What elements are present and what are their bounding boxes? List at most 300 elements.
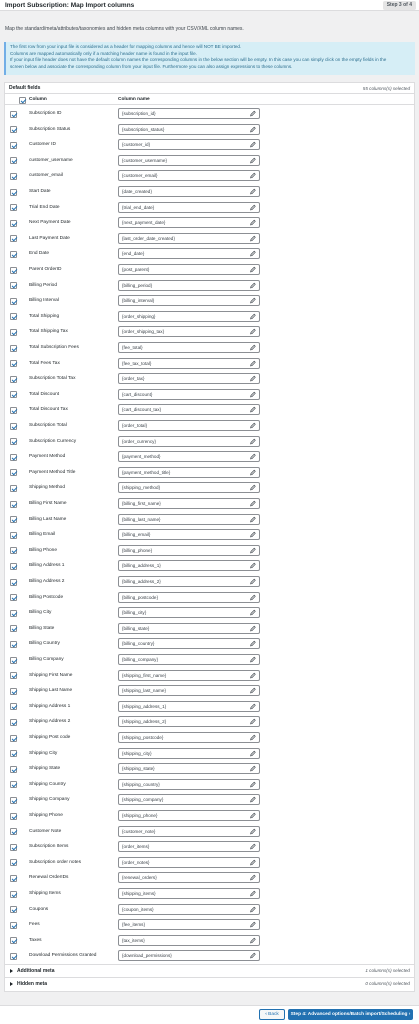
table-row <box>5 886 414 902</box>
pencil-icon[interactable] <box>250 874 256 881</box>
column-name-value: {order_notes} <box>122 859 150 865</box>
row-checkbox[interactable] <box>10 173 17 180</box>
pencil-icon[interactable] <box>250 219 256 226</box>
row-column-label: Shipping City <box>29 750 58 756</box>
table-row <box>5 356 414 372</box>
column-name-value: {customer_note} <box>122 828 156 834</box>
row-column-label: customer_email <box>29 173 63 179</box>
column-name-input[interactable] <box>118 529 260 540</box>
column-name-input[interactable] <box>118 685 260 696</box>
row-column-label: Customer ID <box>29 142 56 148</box>
pencil-icon[interactable] <box>250 250 256 257</box>
row-checkbox[interactable] <box>10 157 17 164</box>
row-column-label: Billing Address 1 <box>29 563 65 569</box>
additional-meta-label: Additional meta <box>17 968 55 974</box>
table-row <box>5 839 414 855</box>
column-name-input[interactable] <box>118 233 260 244</box>
row-column-label: Payment Method Title <box>29 469 76 475</box>
row-column-label: Shipping Country <box>29 781 66 787</box>
pencil-icon[interactable] <box>250 313 256 320</box>
row-checkbox[interactable] <box>10 126 17 133</box>
pencil-icon[interactable] <box>250 469 256 476</box>
pencil-icon[interactable] <box>250 890 256 897</box>
column-header: Column <box>29 97 47 102</box>
row-checkbox[interactable] <box>10 204 17 211</box>
pencil-icon[interactable] <box>250 204 256 211</box>
pencil-icon[interactable] <box>250 266 256 273</box>
column-name-input[interactable] <box>118 794 260 805</box>
column-name-value: {shipping_state} <box>122 766 155 772</box>
table-row <box>5 371 414 387</box>
row-checkbox[interactable] <box>10 298 17 305</box>
table-header <box>5 95 414 105</box>
table-row <box>5 106 414 122</box>
column-name-input[interactable] <box>118 155 260 166</box>
pencil-icon[interactable] <box>250 297 256 304</box>
row-checkbox[interactable] <box>10 251 17 258</box>
column-name-input[interactable] <box>118 748 260 759</box>
column-name-input[interactable] <box>118 857 260 868</box>
column-name-value: {customer_id} <box>122 142 151 148</box>
row-column-label: Shipping Method <box>29 485 66 491</box>
table-row <box>5 184 414 200</box>
column-name-value: {fee_total} <box>122 345 143 350</box>
pencil-icon[interactable] <box>250 672 256 679</box>
column-name-input[interactable] <box>118 373 260 384</box>
column-name-value: {next_payment_date} <box>122 220 166 226</box>
row-checkbox[interactable] <box>10 703 17 710</box>
row-checkbox[interactable] <box>10 844 17 851</box>
pencil-icon[interactable] <box>250 906 256 913</box>
pencil-icon[interactable] <box>250 734 256 741</box>
table-row <box>5 699 414 715</box>
notice-line: screen below and associate the corresponding column from your input file. Furthermore you can also assign expressions to these columns. <box>10 63 293 69</box>
column-name-input[interactable] <box>118 342 260 353</box>
column-name-input[interactable] <box>118 623 260 634</box>
row-checkbox[interactable] <box>10 547 17 554</box>
pencil-icon[interactable] <box>250 562 256 569</box>
column-name-value: {customer_email} <box>122 173 158 179</box>
column-name-value: {shipping_city} <box>122 750 152 756</box>
column-name-value: {billing_postcode} <box>122 594 159 600</box>
row-checkbox[interactable] <box>10 813 17 820</box>
table-row <box>5 590 414 606</box>
row-checkbox[interactable] <box>10 672 17 679</box>
pencil-icon[interactable] <box>250 235 256 242</box>
row-checkbox[interactable] <box>10 828 17 835</box>
column-name-input[interactable] <box>118 404 260 415</box>
column-name-input[interactable] <box>118 170 260 181</box>
row-checkbox[interactable] <box>10 563 17 570</box>
default-fields-header[interactable] <box>5 83 414 94</box>
row-checkbox[interactable] <box>10 376 17 383</box>
pencil-icon[interactable] <box>250 952 256 959</box>
table-row <box>5 605 414 621</box>
column-name-input[interactable] <box>118 872 260 883</box>
pencil-icon[interactable] <box>250 609 256 616</box>
pencil-icon[interactable] <box>250 921 256 928</box>
column-name-input[interactable] <box>118 498 260 509</box>
row-checkbox[interactable] <box>10 594 17 601</box>
column-name-input[interactable] <box>118 607 260 618</box>
column-name-input[interactable] <box>118 779 260 790</box>
table-row <box>5 324 414 340</box>
row-checkbox[interactable] <box>10 953 17 960</box>
notice-line: If your input file header does not have the default column names the corresponding columns in the below section will be empty. In this case you can simply click on the empty fields in the <box>10 57 387 62</box>
column-name-input[interactable] <box>118 810 260 821</box>
column-name-value: {billing_email} <box>122 532 151 538</box>
column-name-value: {shipping_first_name} <box>122 672 167 678</box>
column-name-input[interactable] <box>118 451 260 462</box>
row-checkbox[interactable] <box>10 329 17 336</box>
row-column-label: Total Discount <box>29 391 60 397</box>
table-row <box>5 278 414 294</box>
table-row <box>5 153 414 169</box>
row-column-label: Subscription Items <box>29 844 69 850</box>
table-row <box>5 683 414 699</box>
row-column-label: Coupons <box>29 906 49 912</box>
column-name-value: {shipping_address_2} <box>122 719 167 725</box>
column-name-input[interactable] <box>118 919 260 930</box>
column-name-value: {shipping_postcode} <box>122 735 164 740</box>
row-checkbox[interactable] <box>10 501 17 508</box>
select-all-checkbox[interactable] <box>19 97 26 104</box>
column-name-value: {billing_company} <box>122 657 159 662</box>
row-checkbox[interactable] <box>10 859 17 866</box>
pencil-icon[interactable] <box>250 484 256 491</box>
pencil-icon[interactable] <box>250 828 256 835</box>
column-name-input[interactable] <box>118 124 260 135</box>
row-checkbox[interactable] <box>10 891 17 898</box>
column-name-value: {payment_method_title} <box>122 469 171 475</box>
row-column-label: Taxes <box>29 937 42 943</box>
pencil-icon[interactable] <box>250 126 256 133</box>
row-checkbox[interactable] <box>10 766 17 773</box>
row-checkbox[interactable] <box>10 345 17 352</box>
column-name-value: {billing_first_name} <box>122 501 161 506</box>
row-checkbox[interactable] <box>10 875 17 882</box>
row-column-label: Billing City <box>29 610 52 616</box>
table-row <box>5 137 414 153</box>
pencil-icon[interactable] <box>250 282 256 289</box>
row-checkbox[interactable] <box>10 516 17 523</box>
row-column-label: Billing Postcode <box>29 594 64 600</box>
column-name-input[interactable] <box>118 467 260 478</box>
row-column-label: Parent OrderID <box>29 267 62 272</box>
pencil-icon[interactable] <box>250 750 256 757</box>
column-name-input[interactable] <box>118 545 260 556</box>
column-name-input[interactable] <box>118 670 260 681</box>
pencil-icon[interactable] <box>250 157 256 164</box>
column-name-value: {billing_last_name} <box>122 516 161 522</box>
row-column-label: Download Permissions Granted <box>29 953 97 959</box>
row-checkbox[interactable] <box>10 781 17 788</box>
column-name-input[interactable] <box>118 654 260 665</box>
table-row <box>5 558 414 574</box>
column-name-input[interactable] <box>118 763 260 774</box>
row-column-label: Shipping State <box>29 766 61 772</box>
row-column-label: Total Shipping <box>29 313 60 319</box>
column-name-input[interactable] <box>118 202 260 213</box>
column-name-input[interactable] <box>118 139 260 150</box>
table-row <box>5 122 414 138</box>
pencil-icon[interactable] <box>250 859 256 866</box>
row-column-label: Billing Company <box>29 657 64 662</box>
row-checkbox[interactable] <box>10 469 17 476</box>
pencil-icon[interactable] <box>250 594 256 601</box>
row-column-label: customer_username <box>29 157 73 163</box>
column-name-input[interactable] <box>118 732 260 743</box>
default-fields-panel <box>4 82 415 992</box>
column-name-value: {shipping_country} <box>122 781 160 787</box>
row-checkbox[interactable] <box>10 391 17 398</box>
row-checkbox[interactable] <box>10 906 17 913</box>
hidden-meta-section[interactable] <box>5 977 414 989</box>
row-checkbox[interactable] <box>10 360 17 367</box>
column-name-input[interactable] <box>118 701 260 712</box>
column-name-input[interactable] <box>118 950 260 961</box>
pencil-icon[interactable] <box>250 141 256 148</box>
row-checkbox[interactable] <box>10 189 17 196</box>
hidden-meta-label: Hidden meta <box>17 981 48 987</box>
row-checkbox[interactable] <box>10 625 17 632</box>
table-row <box>5 652 414 668</box>
row-checkbox[interactable] <box>10 735 17 742</box>
column-name-input[interactable] <box>118 186 260 197</box>
table-row <box>5 200 414 216</box>
column-name-value: {shipping_method} <box>122 485 161 491</box>
chevron-left-icon: ‹ <box>265 1012 267 1017</box>
pencil-icon[interactable] <box>250 172 256 179</box>
column-name-value: {order_total} <box>122 423 148 428</box>
table-row <box>5 855 414 871</box>
additional-meta-count: 1 columns(s) selected <box>365 968 410 973</box>
column-name-input[interactable] <box>118 264 260 275</box>
table-row <box>5 418 414 434</box>
row-column-label: Billing State <box>29 625 55 631</box>
expand-arrow-icon <box>10 982 13 986</box>
column-name-input[interactable] <box>118 560 260 571</box>
table-row <box>5 434 414 450</box>
row-column-label: Subscription Total <box>29 423 67 428</box>
row-column-label: Renewal OrderIDs <box>29 875 69 881</box>
pencil-icon[interactable] <box>250 640 256 647</box>
column-name-input[interactable] <box>118 576 260 587</box>
row-checkbox[interactable] <box>10 937 17 944</box>
chevron-right-icon: › <box>408 1012 411 1017</box>
row-checkbox[interactable] <box>10 657 17 664</box>
column-name-input[interactable] <box>118 295 260 306</box>
row-column-label: Next Payment Date <box>29 220 71 226</box>
pencil-icon[interactable] <box>250 625 256 632</box>
next-step-button[interactable] <box>288 1009 413 1020</box>
pencil-icon[interactable] <box>250 453 256 460</box>
row-checkbox[interactable] <box>10 688 17 695</box>
table-row <box>5 746 414 762</box>
pencil-icon[interactable] <box>250 406 256 413</box>
pencil-icon[interactable] <box>250 438 256 445</box>
column-name-input[interactable] <box>118 280 260 291</box>
pencil-icon[interactable] <box>250 812 256 819</box>
table-row <box>5 480 414 496</box>
row-column-label: Subscription order notes <box>29 859 81 865</box>
additional-meta-section[interactable] <box>5 964 414 976</box>
row-checkbox[interactable] <box>10 313 17 320</box>
row-checkbox[interactable] <box>10 797 17 804</box>
pencil-icon[interactable] <box>250 391 256 398</box>
pencil-icon[interactable] <box>250 500 256 507</box>
pencil-icon[interactable] <box>250 937 256 944</box>
default-fields-count: 55 columns(s) selected <box>362 86 410 91</box>
column-name-input[interactable] <box>118 108 260 119</box>
column-name-input[interactable] <box>118 311 260 322</box>
pencil-icon[interactable] <box>250 547 256 554</box>
back-label: Back <box>268 1012 279 1017</box>
notice-line: Columns are mapped automatically only if a matching header name is found in the input file. <box>10 50 197 56</box>
row-column-label: Customer Note <box>29 828 62 834</box>
row-checkbox[interactable] <box>10 454 17 461</box>
column-name-input[interactable] <box>118 638 260 649</box>
pencil-icon[interactable] <box>250 328 256 335</box>
row-column-label: Shipping Company <box>29 797 70 803</box>
row-checkbox[interactable] <box>10 111 17 118</box>
row-checkbox[interactable] <box>10 407 17 414</box>
column-name-input[interactable] <box>118 420 260 431</box>
table-row <box>5 870 414 886</box>
column-name-input[interactable] <box>118 935 260 946</box>
column-name-value: {shipping_phone} <box>122 813 158 818</box>
column-name-value: {payment_method} <box>122 454 161 460</box>
row-column-label: Start Date <box>29 189 51 194</box>
info-notice <box>4 42 415 75</box>
column-name-input[interactable] <box>118 592 260 603</box>
row-checkbox[interactable] <box>10 235 17 242</box>
column-name-value: {tax_items} <box>122 937 145 943</box>
row-column-label: Billing First Name <box>29 501 67 506</box>
row-column-label: Trial End Date <box>29 204 60 210</box>
row-column-label: Shipping Items <box>29 891 61 896</box>
row-checkbox[interactable] <box>10 438 17 445</box>
column-name-input[interactable] <box>118 514 260 525</box>
row-checkbox[interactable] <box>10 922 17 929</box>
column-name-value: {order_shipping} <box>122 313 156 319</box>
row-checkbox[interactable] <box>10 220 17 227</box>
pencil-icon[interactable] <box>250 656 256 663</box>
row-checkbox[interactable] <box>10 579 17 586</box>
row-column-label: Billing Address 2 <box>29 579 65 584</box>
row-checkbox[interactable] <box>10 142 17 149</box>
column-name-input[interactable] <box>118 358 260 369</box>
pencil-icon[interactable] <box>250 703 256 710</box>
column-name-input[interactable] <box>118 217 260 228</box>
table-row <box>5 948 414 964</box>
row-column-label: End Date <box>29 251 50 257</box>
pencil-icon[interactable] <box>250 188 256 195</box>
table-row <box>5 231 414 247</box>
column-name-input[interactable] <box>118 841 260 852</box>
row-checkbox[interactable] <box>10 719 17 726</box>
table-row <box>5 215 414 231</box>
column-name-value: {billing_country} <box>122 641 155 647</box>
pencil-icon[interactable] <box>250 578 256 585</box>
row-column-label: Subscription Status <box>29 126 71 132</box>
row-checkbox[interactable] <box>10 282 17 289</box>
row-checkbox[interactable] <box>10 267 17 274</box>
row-checkbox[interactable] <box>10 750 17 757</box>
row-checkbox[interactable] <box>10 532 17 539</box>
back-button[interactable] <box>259 1009 285 1020</box>
pencil-icon[interactable] <box>250 110 256 117</box>
table-row <box>5 621 414 637</box>
pencil-icon[interactable] <box>250 796 256 803</box>
row-column-label: Subscription Currency <box>29 438 77 444</box>
pencil-icon[interactable] <box>250 843 256 850</box>
column-name-value: {subscription_status} <box>122 126 165 132</box>
row-column-label: Shipping First Name <box>29 672 73 678</box>
column-name-value: {billing_city} <box>122 610 147 616</box>
row-column-label: Shipping Last Name <box>29 688 73 694</box>
column-name-input[interactable] <box>118 888 260 899</box>
table-row <box>5 636 414 652</box>
column-name-input[interactable] <box>118 436 260 447</box>
pencil-icon[interactable] <box>250 375 256 382</box>
column-name-value: {shipping_address_1} <box>122 703 167 709</box>
table-row <box>5 527 414 543</box>
pencil-icon[interactable] <box>250 718 256 725</box>
column-name-input[interactable] <box>118 248 260 259</box>
column-name-value: {billing_state} <box>122 625 150 631</box>
row-checkbox[interactable] <box>10 610 17 617</box>
column-name-value: {billing_phone} <box>122 547 153 553</box>
column-name-input[interactable] <box>118 904 260 915</box>
column-name-value: {date_created} <box>122 189 152 194</box>
table-row <box>5 933 414 949</box>
column-name-value: {coupon_items} <box>122 906 154 912</box>
next-step-label: Step 4: Advanced options/Batch import/Scheduling <box>290 1012 408 1017</box>
column-name-value: {shipping_last_name} <box>122 688 166 694</box>
row-column-label: Shipping Address 2 <box>29 719 71 725</box>
pencil-icon[interactable] <box>250 687 256 694</box>
table-row <box>5 574 414 590</box>
column-name-input[interactable] <box>118 826 260 837</box>
pencil-icon[interactable] <box>250 516 256 523</box>
column-name-input[interactable] <box>118 389 260 400</box>
pencil-icon[interactable] <box>250 531 256 538</box>
column-name-value: {billing_interval} <box>122 298 155 304</box>
notice-line: The first row from your input file is considered as a header for mapping columns and hence will NOT BE imported. <box>10 44 242 49</box>
table-row <box>5 808 414 824</box>
footer-bar <box>0 1005 419 1024</box>
column-name-header: Column name <box>118 97 150 102</box>
column-name-value: {fee_tax_total} <box>122 360 152 366</box>
row-checkbox[interactable] <box>10 485 17 492</box>
row-column-label: Billing Phone <box>29 547 58 553</box>
table-row <box>5 293 414 309</box>
pencil-icon[interactable] <box>250 360 256 367</box>
table-row <box>5 465 414 481</box>
column-name-input[interactable] <box>118 482 260 493</box>
row-column-label: Billing Email <box>29 532 56 538</box>
column-name-value: {customer_username} <box>122 157 167 163</box>
column-name-input[interactable] <box>118 716 260 727</box>
pencil-icon[interactable] <box>250 781 256 788</box>
pencil-icon[interactable] <box>250 422 256 429</box>
pencil-icon[interactable] <box>250 344 256 351</box>
row-checkbox[interactable] <box>10 423 17 430</box>
row-checkbox[interactable] <box>10 641 17 648</box>
pencil-icon[interactable] <box>250 765 256 772</box>
column-name-input[interactable] <box>118 326 260 337</box>
